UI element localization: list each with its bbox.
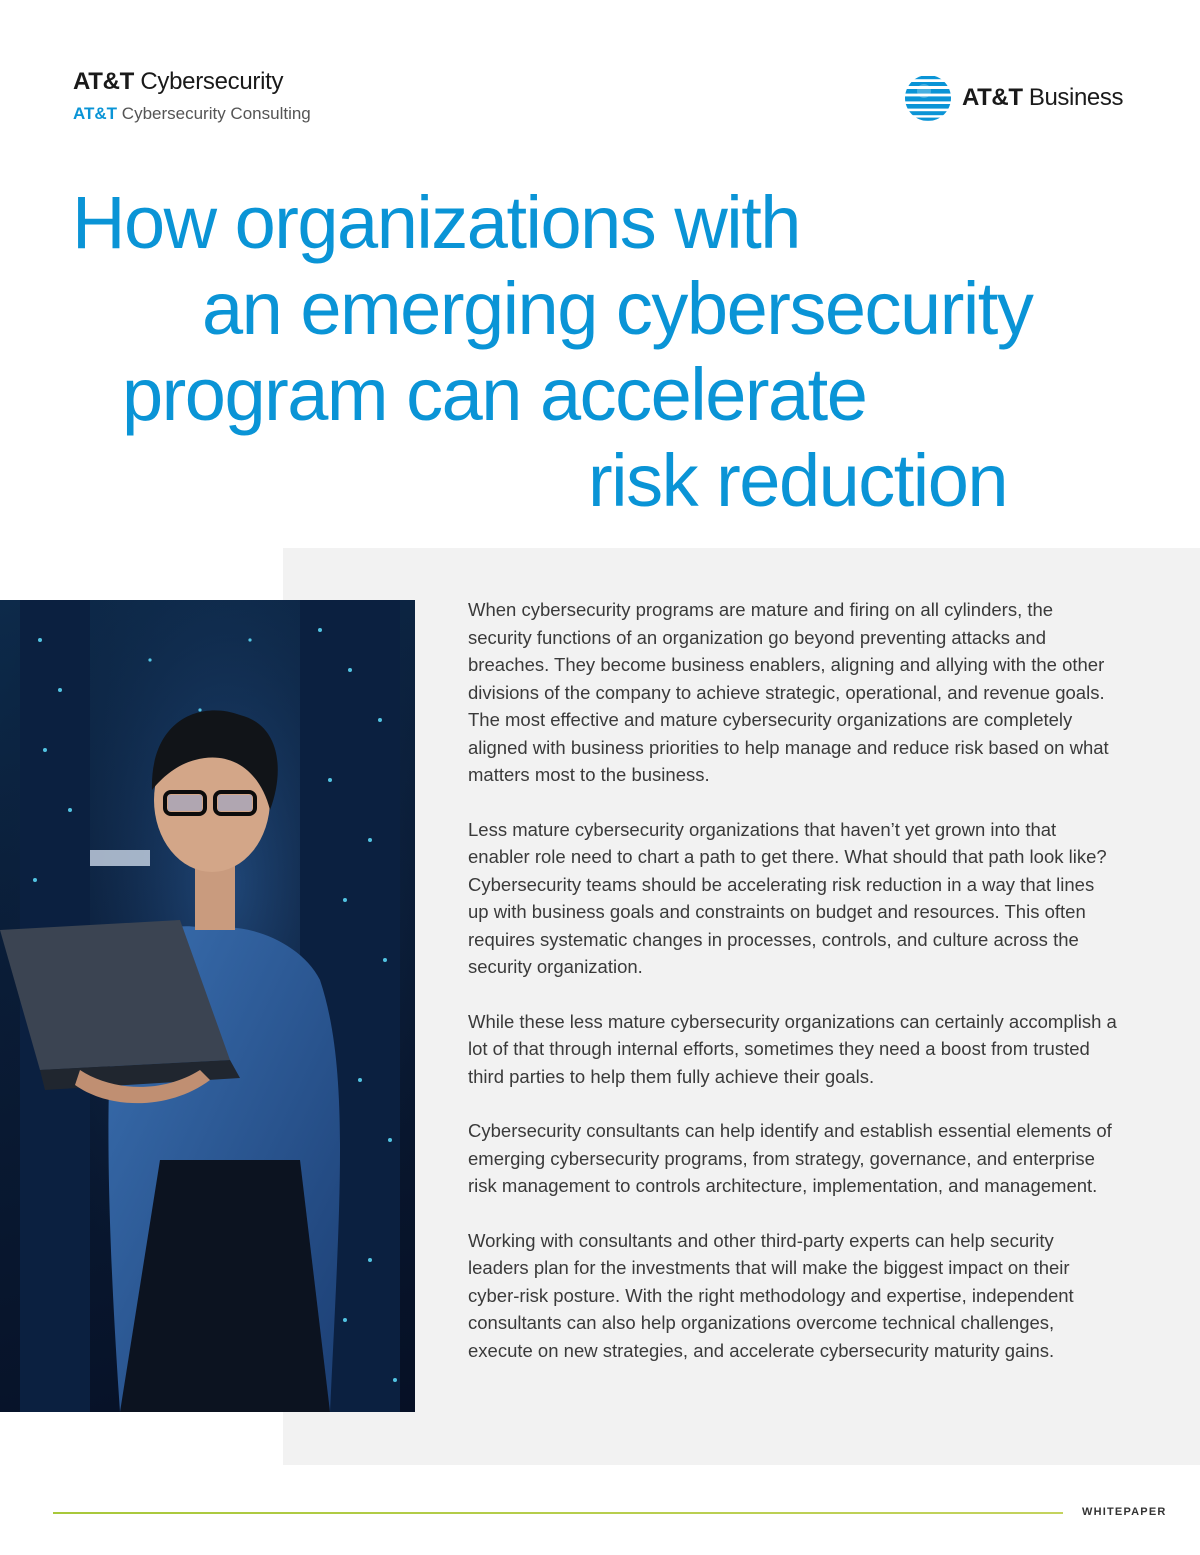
paragraph: While these less mature cybersecurity organizations can certainly accomplish a lot of that through internal efforts, sometimes they need a boost from trusted third parties to help them fully achieve their goals. — [468, 1010, 1117, 1087]
logo-text: AT&T Business — [962, 84, 1124, 111]
title-line-4: risk reduction — [588, 439, 1008, 522]
paragraph: Cybersecurity consultants can help identify and establish essential elements of emerging cybersecurity programs, from strategy, governance, and enterprise risk management to controls architecture, implementation, and management. — [468, 1120, 1112, 1196]
brand-subtitle: AT&T Cybersecurity Consulting — [73, 104, 311, 123]
paragraph: When cybersecurity programs are mature and firing on all cylinders, the security functions of an organization go beyond preventing attacks and breaches. They become business enablers, aligning and allying with the other divisions of the company to achieve strategic, operational, and revenue goals. The most effective and mature cybersecurity organizations are completely aligned with business priorities to help manage and reduce risk based on what matters most to the business. — [468, 599, 1109, 785]
title-line-2: an emerging cybersecurity — [202, 267, 1033, 350]
server-room-illustration — [0, 600, 415, 1412]
hero-photo — [0, 600, 415, 1412]
paragraph: Working with consultants and other third-party experts can help security leaders plan for the investments that will make the biggest impact on their cyber-risk posture. With the right methodology and expertise, independent consultants can also help organizations overcome technical challenges, execute on new strategies, and accelerate cybersecurity maturity gains. — [468, 1229, 1074, 1361]
body-text — [468, 596, 1118, 1391]
footer-divider — [53, 1512, 1063, 1514]
brand-title: AT&T Cybersecurity — [73, 68, 284, 95]
title-line-1: How organizations with — [72, 181, 800, 264]
document-type-label: WHITEPAPER — [1082, 1506, 1167, 1518]
att-globe-icon — [904, 74, 952, 122]
att-business-logo — [904, 74, 1123, 122]
brand-header — [73, 68, 311, 124]
title-line-3: program can accelerate — [122, 353, 867, 436]
paragraph: Less mature cybersecurity organizations that haven’t yet grown into that enabler role need to chart a path to get there. What should that path look like? Cybersecurity teams should be accelerating risk reduction in a way that lines up with business goals and constraints on budget and resources. This often requires systematic changes in processes, controls, and culture across the security organization. — [468, 818, 1107, 977]
